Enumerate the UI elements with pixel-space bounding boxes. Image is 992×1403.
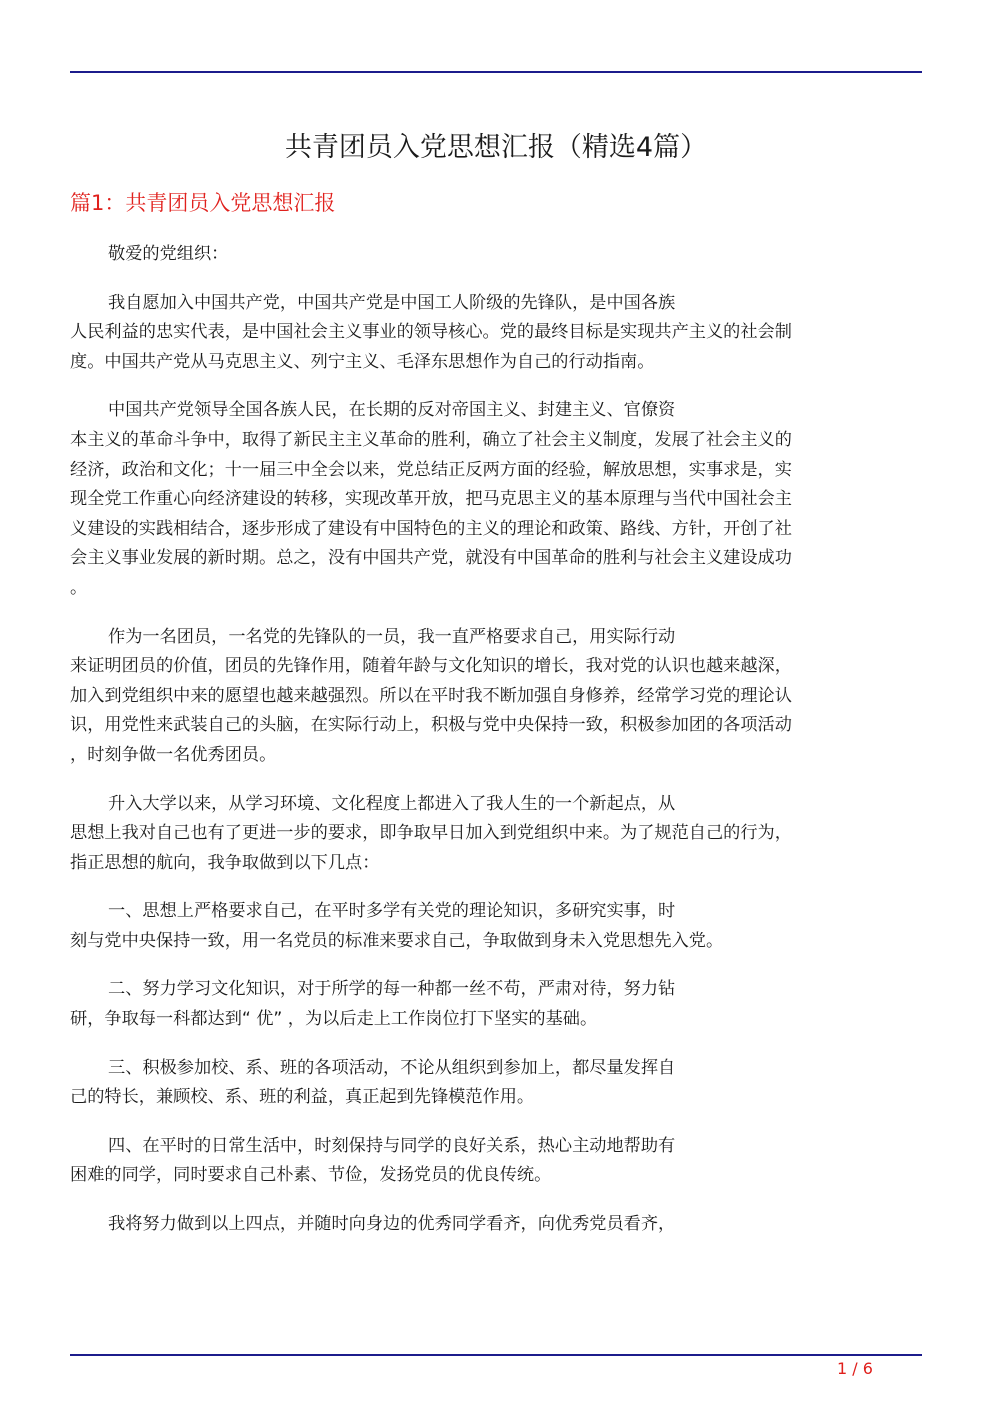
header-rule (70, 71, 922, 73)
paragraph-line: 一、思想上严格要求自己，在平时多学有关党的理论知识，多研究实事，时 (108, 901, 676, 922)
paragraph-line: 度。中国共产党从马克思主义、列宁主义、毛泽东思想作为自己的行动指南。 (70, 351, 655, 372)
paragraph-line: 升入大学以来，从学习环境、文化程度上都进入了我人生的一个新起点，从 (108, 793, 676, 814)
paragraph-line: 刻与党中央保持一致，用一名党员的标准来要求自己，争取做到身未入党思想先入党。 (70, 930, 724, 951)
paragraph (70, 897, 916, 956)
paragraph (70, 396, 916, 603)
paragraph-line: 现全党工作重心向经济建设的转移，实现改革开放，把马克思主义的基本原理与当代中国社会主 (70, 489, 792, 510)
paragraph-line: 人民利益的忠实代表，是中国社会主义事业的领导核心。党的最终目标是实现共产主义的社会制 (70, 322, 792, 343)
paragraph-line: 敬爱的党组织： (108, 244, 229, 264)
document-title: 共青团员入党思想汇报（精选4篇） (284, 132, 708, 163)
section-heading: 篇1：共青团员入党思想汇报 (70, 191, 336, 215)
paragraph (70, 623, 916, 771)
paragraph-line: 加入到党组织中来的愿望也越来越强烈。所以在平时我不断加强自身修养，经常学习党的理论认 (70, 685, 792, 706)
paragraph (70, 975, 916, 1034)
paragraph-line: 我将努力做到以上四点，并随时向身边的优秀同学看齐，向优秀党员看齐， (108, 1214, 676, 1235)
paragraph-line: 我自愿加入中国共产党，中国共产党是中国工人阶级的先锋队，是中国各族 (108, 292, 676, 313)
paragraph-line: 作为一名团员，一名党的先锋队的一员，我一直严格要求自己，用实际行动 (108, 626, 676, 647)
paragraph (70, 240, 916, 270)
paragraph-line: 指正思想的航向，我争取做到以下几点： (70, 852, 380, 873)
paragraph-line: 经济，政治和文化；十一届三中全会以来，党总结正反两方面的经验，解放思想，实事求是，实 (70, 459, 792, 480)
paragraph (70, 1210, 916, 1240)
paragraph-line: 。 (70, 577, 88, 598)
paragraph-line: 义建设的实践相结合，逐步形成了建设有中国特色的主义的理论和政策、路线、方针，开创了社 (70, 518, 792, 539)
paragraph-line: 己的特长，兼顾校、系、班的利益，真正起到先锋模范作用。 (70, 1087, 535, 1108)
paragraph-line: 本主义的革命斗争中，取得了新民主主义革命的胜利，确立了社会主义制度，发展了社会主义的 (70, 429, 792, 450)
paragraph-line: 思想上我对自己也有了更进一步的要求，即争取早日加入到党组织中来。为了规范自己的行为， (70, 823, 792, 844)
paragraph-line: 三、积极参加校、系、班的各项活动，不论从组织到参加上，都尽量发挥自 (108, 1057, 676, 1078)
paragraph-line: 困难的同学，同时要求自己朴素、节俭，发扬党员的优良传统。 (70, 1165, 552, 1186)
page-number: 1 / 6 (837, 1359, 873, 1378)
paragraph-line: ，时刻争做一名优秀团员。 (70, 744, 277, 765)
paragraph-line: 二、努力学习文化知识，对于所学的每一种都一丝不苟，严肃对待，努力钻 (108, 979, 676, 1000)
paragraph-line: 研，争取每一科都达到“ 优” ，为以后走上工作岗位打下坚实的基础。 (70, 1009, 598, 1030)
paragraph-line: 来证明团员的价值，团员的先锋作用，随着年龄与文化知识的增长，我对党的认识也越来越深， (70, 656, 792, 677)
footer-rule (70, 1354, 922, 1356)
paragraph-line: 中国共产党领导全国各族人民，在长期的反对帝国主义、封建主义、官僚资 (108, 400, 676, 421)
paragraph (70, 289, 916, 378)
paragraph-line: 会主义事业发展的新时期。总之，没有中国共产党，就没有中国革命的胜利与社会主义建设成功 (70, 548, 792, 569)
paragraph (70, 1054, 916, 1113)
paragraph-line: 识，用党性来武装自己的头脑，在实际行动上，积极与党中央保持一致，积极参加团的各项活动 (70, 715, 792, 736)
document-body (70, 240, 916, 1259)
paragraph (70, 1132, 916, 1191)
paragraph-line: 四、在平时的日常生活中，时刻保持与同学的良好关系，热心主动地帮助有 (108, 1135, 676, 1156)
paragraph (70, 790, 916, 879)
